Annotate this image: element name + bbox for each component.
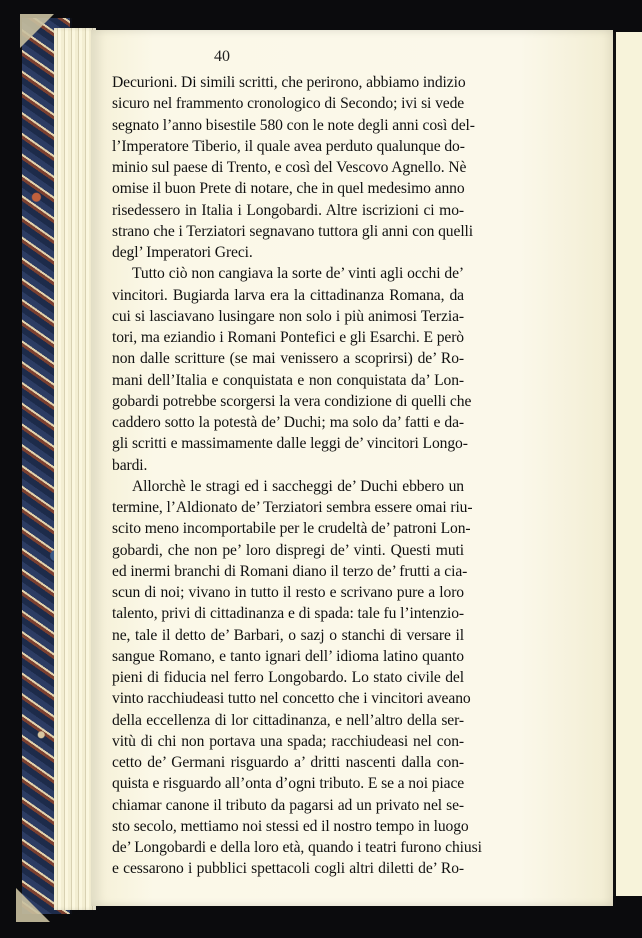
text-line: non dalle scritture (se mai venissero a scoprirsi) de’ Ro- xyxy=(112,350,464,368)
text-line: bardi. xyxy=(112,456,148,474)
text-line: Decurioni. Di simili scritti, che perirono, abbiamo indizio xyxy=(112,74,466,91)
text-line: Tutto ciò non cangiava la sorte de’ vinti agli occhi de’ xyxy=(132,265,464,283)
text-line: risedessero in Italia i Longobardi. Altre iscrizioni ci mo- xyxy=(112,201,464,219)
text-line: quista e risguardo all’onta d’ogni tributo. E se a noi piace xyxy=(112,775,465,793)
text-line: Allorchè le stragi ed i saccheggi de’ Duchi ebbero un xyxy=(132,477,464,495)
text-line: ed inermi branchi di Romani diano il terzo de’ frutti a cia- xyxy=(112,562,468,580)
text-line: minio sul paese di Trento, e così del Vescovo Agnello. Nè xyxy=(112,159,467,176)
text-line: segnato l’anno bisestile 580 con le note degli anni così del- xyxy=(112,116,475,134)
text-line: de’ Longobardi e della loro età, quando i teatri furono chiusi xyxy=(112,839,482,856)
text-line: gli scritti e massimamente dalle leggi de’ vincitori Longo- xyxy=(112,435,468,453)
text-line: tori, ma eziandio i Romani Pontefici e gli Esarchi. E però xyxy=(112,329,464,346)
text-line: omise il buon Prete di notare, che in quel medesimo anno xyxy=(112,180,465,198)
text-line: vinto racchiudeasi tutto nel concetto che i vincitori aveano xyxy=(112,690,471,708)
text-line: sto secolo, mettiamo noi stessi ed il nostro tempo in luogo xyxy=(112,817,469,835)
text-line: gobardi potrebbe scorgersi la vera condizione di quelli che xyxy=(112,392,472,410)
text-line: mani dell’Italia e conquistata e non conquistata da’ Lon- xyxy=(112,371,464,389)
text-line: sicuro nel frammento cronologico di Secondo; ivi si vede xyxy=(112,95,465,113)
text-line: termine, l’Aldionato de’ Terziatori sembra essere omai riu- xyxy=(112,499,473,516)
text-line: sangue Romano, e tanto ignari dell’ idioma latino quanto xyxy=(112,647,464,665)
text-line: scun di noi; vivano in tutto il resto e scrivano pure a loro xyxy=(112,584,464,601)
text-line: caddero sotto la potestà de’ Duchi; ma solo da’ fatti e da- xyxy=(112,414,464,431)
text-line: gobardi, che non pe’ loro dispregi de’ vinti. Questi muti xyxy=(112,541,464,559)
text-line: degl’ Imperatori Greci. xyxy=(112,244,253,261)
text-line: vincitori. Bugiarda larva era la cittadinanza Romana, da xyxy=(112,286,464,304)
facing-page-edge xyxy=(610,32,642,896)
text-line: l’Imperatore Tiberio, il quale avea perduto qualunque do- xyxy=(112,137,465,155)
text-line: cui si lasciavano lusingare non solo i più animosi Terzia- xyxy=(112,307,464,325)
text-line: chiamar canone il tributo da pagarsi ad un privato nel se- xyxy=(112,796,464,814)
text-line: talento, privi di cittadinanza e di spada: tale fu l’intenzio- xyxy=(112,605,464,623)
text-line: cetto de’ Germani risguardo a’ dritti nascenti dalla con- xyxy=(112,754,464,771)
text-line: ne, tale il detto de’ Barbari, o sazj o stanchi di versare il xyxy=(112,626,464,644)
page-number: 40 xyxy=(214,48,230,65)
text-line: e cessarono i pubblici spettacoli cogli altri diletti de’ Ro- xyxy=(112,860,464,878)
page-edge-stack xyxy=(54,28,96,910)
text-line: della eccellenza di lor cittadinanza, e nell’altro della ser- xyxy=(112,711,464,729)
page-text xyxy=(112,72,482,880)
text-line: strano che i Terziatori segnavano tuttora gli anni con quelli xyxy=(112,222,474,240)
text-line: pieni di fiducia nel ferro Longobardo. Lo stato civile del xyxy=(112,669,464,686)
text-line: vitù di chi non portava una spada; racchiudeasi nel con- xyxy=(112,732,464,750)
text-line: scito meno incomportabile per le crudeltà de’ patroni Lon- xyxy=(112,520,471,538)
